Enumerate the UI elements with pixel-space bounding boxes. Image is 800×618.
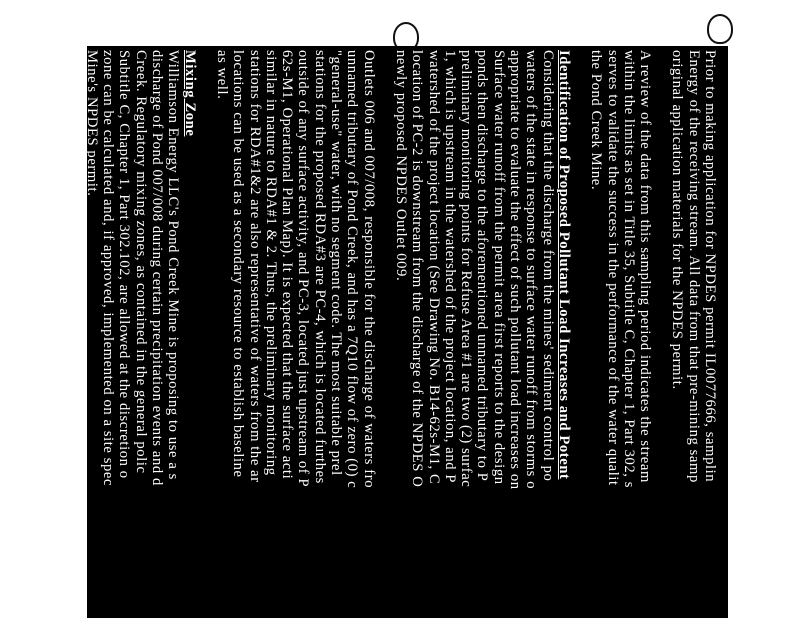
review-line: A review of the data from this sampling period indicates the stream bbox=[637, 50, 654, 483]
outlets-line: 62s-M1, Operational Plan Map). It is expected that the surface acti bbox=[279, 50, 296, 480]
outlets-line: as well. bbox=[213, 50, 230, 100]
review-line: serves to validate the success in the performance of the water qualit bbox=[604, 50, 621, 486]
outlets-line: locations can be used as a secondary resource to establish baseline bbox=[230, 50, 247, 478]
intro-line: Prior to making application for NPDES permit IL0077666, samplin bbox=[702, 50, 718, 483]
outlets-line: outside of any surface activity, and PC-3, located just upstream of P bbox=[295, 50, 312, 488]
section-line: discharge of Pond 007/008 during certain precipitation events and d bbox=[149, 50, 166, 486]
outlets-line: stations for the proposed RDA#3 are PC-4, which is located furthes bbox=[311, 50, 328, 484]
rotated-text-block bbox=[83, 46, 728, 618]
section-line: Surface water runoff from the permit area first reports to the design bbox=[490, 50, 507, 485]
section-line: appropriate to evaluate the effect of such pollutant load increases on bbox=[507, 50, 524, 490]
intro-paragraph bbox=[669, 50, 718, 618]
section-heading-pollutant-load: Identification of Proposed Pollutant Load Increases and Potent bbox=[555, 50, 572, 480]
review-line: within the limits as set in Title 35, Subtitle C, Chapter 1, Part 302, s bbox=[620, 50, 637, 489]
outlets-line: Outlets 006 and 007/008, responsible for the discharge of waters fro bbox=[360, 50, 377, 489]
section-line: Subtitle C, Chapter 1, Part 302.102, are allowed at the discretion o bbox=[116, 50, 133, 479]
section-line: location of PC-2 is downstream from the discharge of the NPDES O bbox=[409, 50, 426, 488]
section-line: watershed of the project location (See Drawing No. B14-62s-M1, C bbox=[425, 50, 442, 485]
review-line: the Pond Creek Mine. bbox=[588, 50, 605, 191]
section-line: newly proposed NPDES Outlet 009. bbox=[392, 50, 409, 282]
section-line: 1, which is upstream in the watershed of the project location, and P bbox=[441, 50, 458, 484]
pollutant-load-section bbox=[393, 50, 572, 618]
outlets-line: "general-use" water, with no segment code. The most suitable prel bbox=[328, 50, 345, 476]
binder-hole-right bbox=[707, 14, 733, 44]
section-line: Mine's NPDES permit. bbox=[83, 50, 100, 197]
section-line: zone can be calculated and, if approved, implemented on a site spec bbox=[100, 50, 117, 487]
review-paragraph bbox=[588, 50, 653, 618]
intro-line: original application materials for the NPDES permit. bbox=[669, 50, 686, 390]
outlets-paragraph bbox=[214, 50, 377, 618]
section-line: preliminary monitoring points for Refuse Area #1 are two (2) surfac bbox=[458, 50, 475, 488]
section-line: Creek. Regulatory mixing zones, as contained in the general polic bbox=[132, 50, 149, 474]
section-line: Williamson Energy LLC's Pond Creek Mine is proposing to use a s bbox=[165, 50, 182, 480]
section-line: Considering that the discharge from the mines' sediment control po bbox=[539, 50, 556, 482]
outlets-line: unnamed tributary of Pond Creek, and has a 7Q10 flow of zero (0) c bbox=[344, 50, 361, 489]
scanned-page bbox=[83, 46, 728, 618]
section-heading-mixing-zone: Mixing Zone bbox=[181, 50, 198, 137]
outlets-line: similar in nature to RDA#1 & 2. Thus, the preliminary monitoring bbox=[262, 50, 279, 476]
mixing-zone-section bbox=[84, 50, 198, 618]
intro-line: Energy of the receiving stream. All data from that pre-mining samp bbox=[685, 50, 702, 483]
outlets-line: stations for RDA#1&2 are also representative of waters from the ar bbox=[246, 50, 263, 483]
section-line: waters of the state in response to surface water runoff from storms o bbox=[523, 50, 540, 490]
section-line: ponds then discharge to the aforementioned unnamed tributary to P bbox=[474, 50, 491, 482]
